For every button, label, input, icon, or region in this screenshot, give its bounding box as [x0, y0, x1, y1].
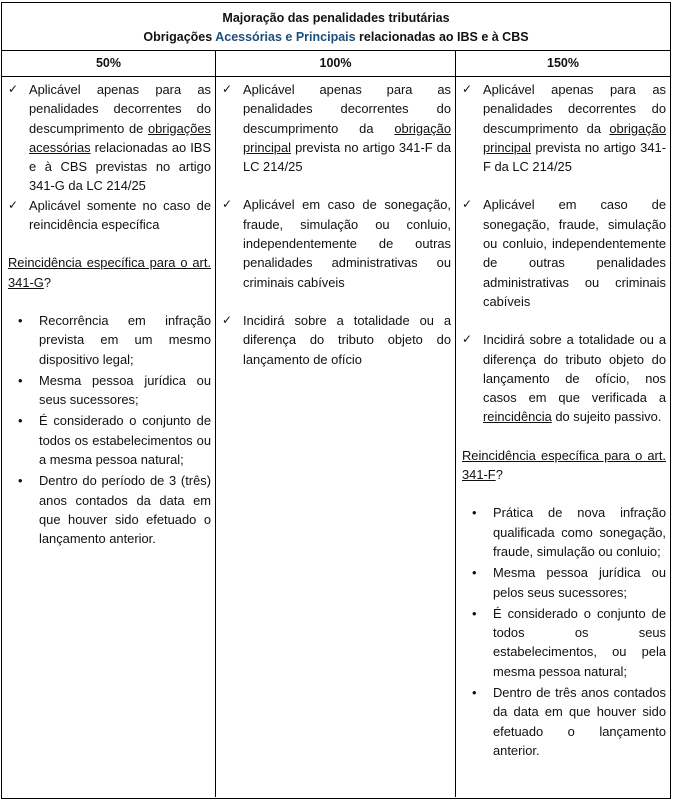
text: prevista no artigo 341-F da LC 214/25 [483, 139, 666, 175]
bullet-icon: • [18, 312, 23, 328]
checkmark-icon: ✓ [8, 82, 19, 96]
text: Aplicável apenas para as penalidades decorrentes do descumprimento de [29, 82, 211, 136]
question-mark: ? [43, 274, 51, 290]
underlined-text: obrigação principal [483, 120, 666, 155]
header-100: 100% [216, 51, 456, 76]
checkmark-icon: ✓ [462, 82, 473, 96]
column-100 [216, 77, 456, 797]
text: Aplicável em caso de sonegação, fraude, simulação ou conluio, independentemente de outras penalidades administrativas ou criminais cabíveis [483, 197, 666, 309]
text: Aplicável em caso de sonegação, fraude, simulação ou conluio, independentemente de outras penalidades administrativas ou criminais cabíveis [243, 197, 451, 290]
title-prefix: Obrigações [143, 30, 216, 44]
text: Incidirá sobre a totalidade ou a diferença do tributo objeto do lançamento de ofício [243, 312, 451, 367]
bullet-icon: • [472, 605, 477, 621]
bullet-item: • Recorrência em infração prevista em um mesmo dispositivo legal; [8, 311, 211, 369]
check-item [8, 196, 211, 235]
title-line-1: Majoração das penalidades tributárias [222, 11, 450, 25]
question-heading [462, 446, 666, 485]
title-line-2 [2, 28, 670, 47]
check-item [222, 195, 451, 291]
body-row [2, 77, 670, 797]
checkmark-icon: ✓ [462, 332, 473, 347]
text: do sujeito passivo. [551, 409, 662, 425]
table-title [2, 3, 670, 51]
header-150: 150% [547, 56, 579, 70]
checkmark-icon: ✓ [222, 197, 233, 212]
check-item [462, 195, 666, 311]
column-50 [2, 77, 216, 797]
bullet-item: • É considerado o conjunto de todos os estabelecimentos ou a mesma pessoa natural; [8, 411, 211, 469]
bullet-item: • É considerado o conjunto de todos os seus estabelecimentos, ou pela mesma pessoa natural; [462, 604, 666, 681]
text: relacionadas ao IBS e à CBS previstas no artigo 341-G da LC 214/25 [29, 139, 211, 194]
underlined-text: Reincidência específica para o art. 341-G [8, 255, 211, 290]
penalties-table [1, 2, 671, 799]
header-50: 50% [2, 51, 216, 76]
checkmark-icon: ✓ [462, 197, 473, 212]
bullet-icon: • [472, 565, 477, 581]
question-heading [8, 253, 211, 292]
check-item [222, 80, 451, 176]
title-accent: Acessórias e Principais [215, 30, 356, 44]
bullet-icon: • [472, 505, 477, 521]
question-mark: ? [495, 467, 503, 483]
check-item [462, 330, 666, 426]
bullet-icon: • [18, 372, 23, 388]
checkmark-icon: ✓ [222, 82, 233, 96]
bullet-icon: • [472, 685, 477, 701]
column-150 [456, 77, 670, 797]
bullet-item: • Dentro do período de 3 (três) anos contados da data em que houver sido efetuado o lançamento anterior. [8, 471, 211, 548]
underlined-text: reincidência [483, 409, 552, 425]
text: Aplicável apenas para as penalidades decorrentes do descumprimento da [243, 82, 451, 136]
header-row [2, 51, 670, 77]
check-item [462, 80, 666, 176]
bullet-item: • Mesma pessoa jurídica ou seus sucessores; [8, 371, 211, 410]
checkmark-icon: ✓ [8, 197, 19, 212]
text: Incidirá sobre a totalidade ou a diferença do tributo objeto do lançamento de ofício, nos casos em que verificada a [483, 332, 666, 406]
checkmark-icon: ✓ [222, 312, 233, 327]
check-item [8, 80, 211, 196]
underlined-text: obrigações acessórias [29, 120, 211, 155]
check-item [222, 311, 451, 369]
text: prevista no artigo 341-F da LC 214/25 [243, 139, 451, 175]
title-suffix: relacionadas ao IBS e à CBS [355, 30, 529, 44]
underlined-text: obrigação principal [243, 120, 451, 155]
bullet-item: • Mesma pessoa jurídica ou pelos seus sucessores; [462, 563, 666, 602]
bullet-icon: • [18, 413, 23, 429]
text: Aplicável somente no caso de reincidência específica [29, 197, 211, 233]
text: Aplicável apenas para as penalidades decorrentes do descumprimento da [483, 82, 666, 136]
bullet-item: • Dentro de três anos contados da data em que houver sido efetuado o lançamento anterior. [462, 683, 666, 760]
underlined-text: Reincidência específica para o art. 341-F [462, 447, 666, 483]
bullet-item: • Prática de nova infração qualificada como sonegação, fraude, simulação ou conluio; [462, 503, 666, 561]
bullet-icon: • [18, 473, 23, 489]
